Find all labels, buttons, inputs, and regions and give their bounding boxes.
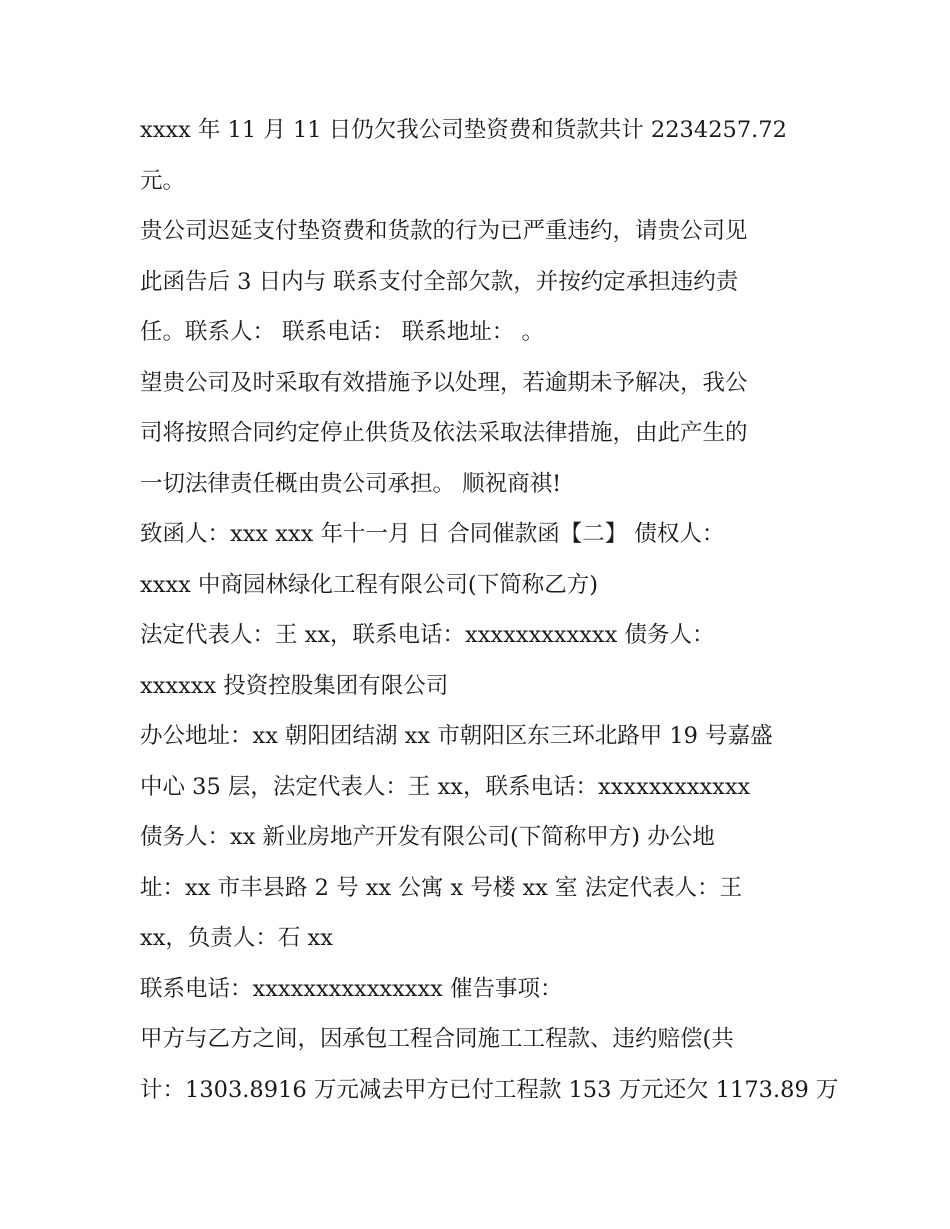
text-line: 任。联系人： 联系电话： 联系地址： 。	[140, 319, 544, 345]
text-line: xxxx 年 11 月 11 日仍欠我公司垫资费和货款共计 2234257.72	[140, 117, 787, 143]
text-line: xxxx 中商园林绿化工程有限公司(下简称乙方)	[140, 571, 598, 598]
text-line: xxxxxx 投资控股集团有限公司	[140, 672, 449, 699]
text-line: xx，负责人：石 xx	[140, 925, 333, 951]
text-line: 望贵公司及时采取有效措施予以处理，若逾期未予解决，我公	[140, 369, 748, 396]
document-body	[140, 105, 839, 1115]
text-line: 中心 35 层，法定代表人：王 xx，联系电话：xxxxxxxxxxxx	[140, 773, 751, 800]
text-line: 致函人：xxx xxx 年十一月 日 合同催款函【二】 债权人：	[140, 521, 725, 547]
text-line: 办公地址：xx 朝阳团结湖 xx 市朝阳区东三环北路甲 19 号嘉盛	[140, 723, 773, 749]
text-line: 贵公司迟延支付垫资费和货款的行为已严重违约，请贵公司见	[140, 218, 748, 244]
text-line: 址：xx 市丰县路 2 号 xx 公寓 x 号楼 xx 室 法定代表人：王	[140, 874, 743, 901]
text-line: 司将按照合同约定停止供货及依法采取法律措施，由此产生的	[140, 420, 748, 446]
text-line: 一切法律责任概由贵公司承担。 顺祝商祺!	[140, 470, 562, 497]
text-line: 甲方与乙方之间，因承包工程合同施工工程款、违约赔偿(共	[140, 1026, 734, 1052]
text-line: 法定代表人：王 xx，联系电话：xxxxxxxxxxxx 债务人：	[140, 622, 715, 648]
text-line: 计：1303.8916 万元减去甲方已付工程款 153 万元还欠 1173.89 万	[140, 1076, 839, 1103]
text-line: 元。	[140, 167, 186, 194]
text-line: 此函告后 3 日内与 联系支付全部欠款，并按约定承担违约责	[140, 268, 739, 295]
text-line: 债务人：xx 新业房地产开发有限公司(下简称甲方) 办公地	[140, 824, 715, 850]
text-line: 联系电话：xxxxxxxxxxxxxxx 催告事项：	[140, 975, 563, 1002]
